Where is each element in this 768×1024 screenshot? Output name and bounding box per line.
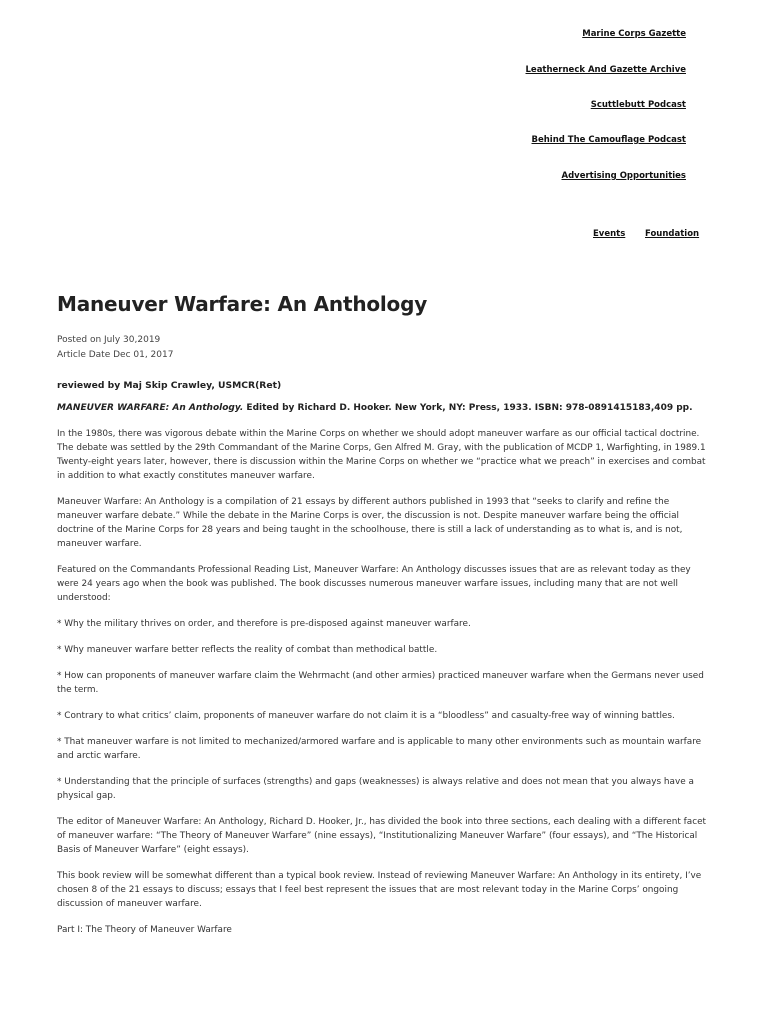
bullet-item: * Why maneuver warfare better reflects the reality of combat than methodical battle.	[57, 645, 438, 655]
bullet-item: * That maneuver warfare is not limited to mechanized/armored warfare and is applicable to many other environments such as mountain warfare and arctic warfare.	[57, 737, 702, 761]
nav-link-leatherneck-archive[interactable]: Leatherneck And Gazette Archive	[525, 65, 686, 75]
posted-date: Posted on July 30,2019	[57, 335, 161, 345]
reviewer-byline: reviewed by Maj Skip Crawley, USMCR(Ret)	[57, 380, 282, 391]
article-date: Article Date Dec 01, 2017	[57, 350, 174, 360]
page-title: Maneuver Warfare: An Anthology	[57, 292, 428, 316]
article-meta	[57, 333, 711, 363]
bullet-item: * Why the military thrives on order, and therefore is pre-disposed against maneuver warfare.	[57, 619, 471, 629]
nav-link-scuttlebutt-podcast[interactable]: Scuttlebutt Podcast	[590, 100, 686, 110]
paragraph: Featured on the Commandants Professional Reading List, Maneuver Warfare: An Anthology discusses issues that are as relevant today as they were 24 years ago when the book was published. The book discusses numerous maneuver warfare issues, including many that are not well understood:	[57, 565, 691, 603]
section-heading: Part I: The Theory of Maneuver Warfare	[57, 925, 232, 935]
nav-link-advertising-opportunities[interactable]: Advertising Opportunities	[561, 171, 686, 181]
paragraph: The editor of Maneuver Warfare: An Anthology, Richard D. Hooker, Jr., has divided the book into three sections, each dealing with a different facet of maneuver warfare: “The Theory of Maneuver Warfare” (nine essays), “Institutionalizing Maneuver Warfare” (four essays), and “The Historical Basis of Maneuver Warfare” (eight essays).	[57, 817, 707, 855]
article	[57, 292, 711, 937]
citation-details: Edited by Richard D. Hooker. New York, NY: Press, 1933. ISBN: 978-0891415183,409 pp.	[243, 403, 693, 413]
paragraph: In the 1980s, there was vigorous debate within the Marine Corps on whether we should adopt maneuver warfare as our official tactical doctrine. The debate was settled by the 29th Commandant of the Marine Corps, Gen Alfred M. Gray, with the publication of MCDP 1, Warfighting, in 1989.1 Twenty-eight years later, however, there is discussion within the Marine Corps on whether we “practice what we preach” in exercises and combat in addition to what exactly constitutes maneuver warfare.	[57, 429, 706, 481]
nav-link-behind-the-camouflage-podcast[interactable]: Behind The Camouflage Podcast	[531, 135, 686, 145]
citation-title: MANEUVER WARFARE: An Anthology.	[57, 403, 244, 413]
book-citation	[57, 401, 711, 415]
nav-link-events[interactable]: Events	[593, 229, 626, 239]
paragraph: Maneuver Warfare: An Anthology is a compilation of 21 essays by different authors published in 1993 that “seeks to clarify and refine the maneuver warfare debate.” While the debate in the Marine Corps is over, the discussion is not. Despite maneuver warfare being the official doctrine of the Marine Corps for 28 years and being taught in the schoolhouse, there is still a lack of understanding as to what is, and is not, maneuver warfare.	[57, 497, 683, 549]
paragraph: This book review will be somewhat different than a typical book review. Instead of reviewing Maneuver Warfare: An Anthology in its entirety, I’ve chosen 8 of the 21 essays to discuss; essays that I feel best represent the issues that are most relevant today in the Marine Corps’ ongoing discussion of maneuver warfare.	[57, 871, 702, 909]
bullet-item: * How can proponents of maneuver warfare claim the Wehrmacht (and other armies) practiced maneuver warfare when the Germans never used the term.	[57, 671, 704, 695]
nav-link-foundation[interactable]: Foundation	[645, 229, 700, 239]
nav-link-marine-corps-gazette[interactable]: Marine Corps Gazette	[582, 29, 686, 39]
bullet-item: * Understanding that the principle of surfaces (strengths) and gaps (weaknesses) is always relative and does not mean that you always have a physical gap.	[57, 777, 694, 801]
bullet-item: * Contrary to what critics’ claim, proponents of maneuver warfare do not claim it is a “bloodless” and casualty-free way of winning battles.	[57, 711, 675, 721]
